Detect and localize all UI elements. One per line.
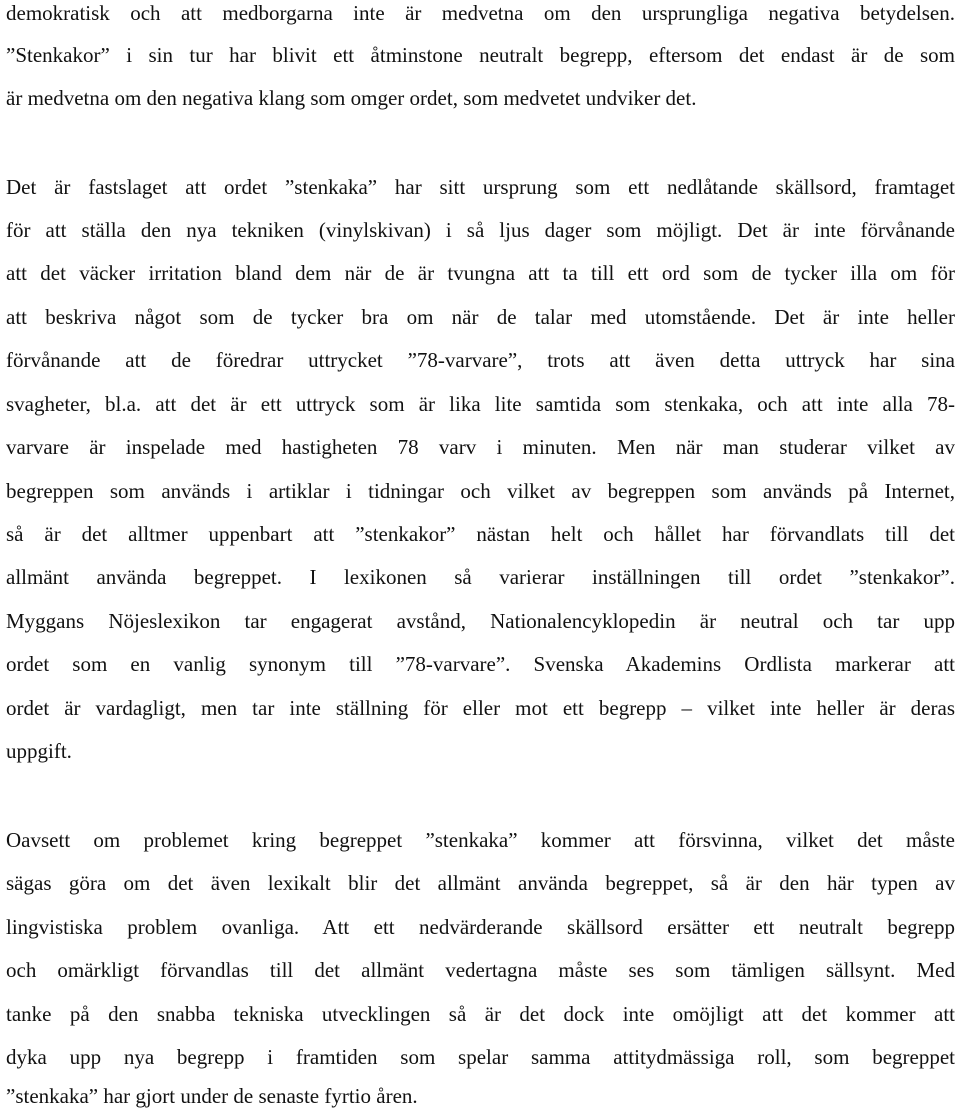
text-line: svagheter, bl.a. att det är ett uttryck som är lika lite samtida som stenkaka, och att inte alla 78- xyxy=(6,392,955,416)
text-line: begreppen som används i artiklar i tidningar och vilket av begreppen som används på Internet, xyxy=(6,479,955,503)
text-line: för att ställa den nya tekniken (vinylskivan) i så ljus dager som möjligt. Det är inte förvånande xyxy=(6,218,955,242)
text-line: att beskriva något som de tycker bra om när de talar med utomstående. Det är inte heller xyxy=(6,305,955,329)
text-line: uppgift. xyxy=(6,739,72,763)
text-line: förvånande att de föredrar uttrycket ”78-varvare”, trots att även detta uttryck har sina xyxy=(6,348,955,372)
text-line: så är det alltmer uppenbart att ”stenkakor” nästan helt och hållet har förvandlats till det xyxy=(6,522,955,546)
text-line: att det väcker irritation bland dem när de är tvungna att ta till ett ord som de tycker illa om för xyxy=(6,261,955,285)
text-line: ”Stenkakor” i sin tur har blivit ett åtminstone neutralt begrepp, eftersom det endast är de som xyxy=(6,43,955,67)
text-line: och omärkligt förvandlas till det allmänt vedertagna måste ses som tämligen sällsynt. Med xyxy=(6,958,955,982)
text-line: sägas göra om det även lexikalt blir det allmänt använda begreppet, så är den här typen av xyxy=(6,871,955,895)
text-line: tanke på den snabba tekniska utvecklingen så är det dock inte omöjligt att det kommer att xyxy=(6,1002,955,1026)
text-line: Myggans Nöjeslexikon tar engagerat avstånd, Nationalencyklopedin är neutral och tar upp xyxy=(6,609,955,633)
text-line: allmänt använda begreppet. I lexikonen så varierar inställningen till ordet ”stenkakor”. xyxy=(6,565,955,589)
text-line: varvare är inspelade med hastigheten 78 varv i minuten. Men när man studerar vilket av xyxy=(6,435,955,459)
text-line: är medvetna om den negativa klang som omger ordet, som medvetet undviker det. xyxy=(6,86,697,110)
text-line: lingvistiska problem ovanliga. Att ett nedvärderande skällsord ersätter ett neutralt begrepp xyxy=(6,915,955,939)
text-line: ordet som en vanlig synonym till ”78-varvare”. Svenska Akademins Ordlista markerar att xyxy=(6,652,955,676)
text-line: Det är fastslaget att ordet ”stenkaka” har sitt ursprung som ett nedlåtande skällsord, framtaget xyxy=(6,175,955,199)
text-line: ”stenkaka” har gjort under de senaste fyrtio åren. xyxy=(6,1084,418,1108)
text-line: demokratisk och att medborgarna inte är medvetna om den ursprungliga negativa betydelsen. xyxy=(6,1,955,25)
text-line: ordet är vardagligt, men tar inte ställning för eller mot ett begrepp – vilket inte heller är deras xyxy=(6,696,955,720)
text-line: dyka upp nya begrepp i framtiden som spelar samma attitydmässiga roll, som begreppet xyxy=(6,1045,955,1069)
text-line: Oavsett om problemet kring begreppet ”stenkaka” kommer att försvinna, vilket det måste xyxy=(6,828,955,852)
